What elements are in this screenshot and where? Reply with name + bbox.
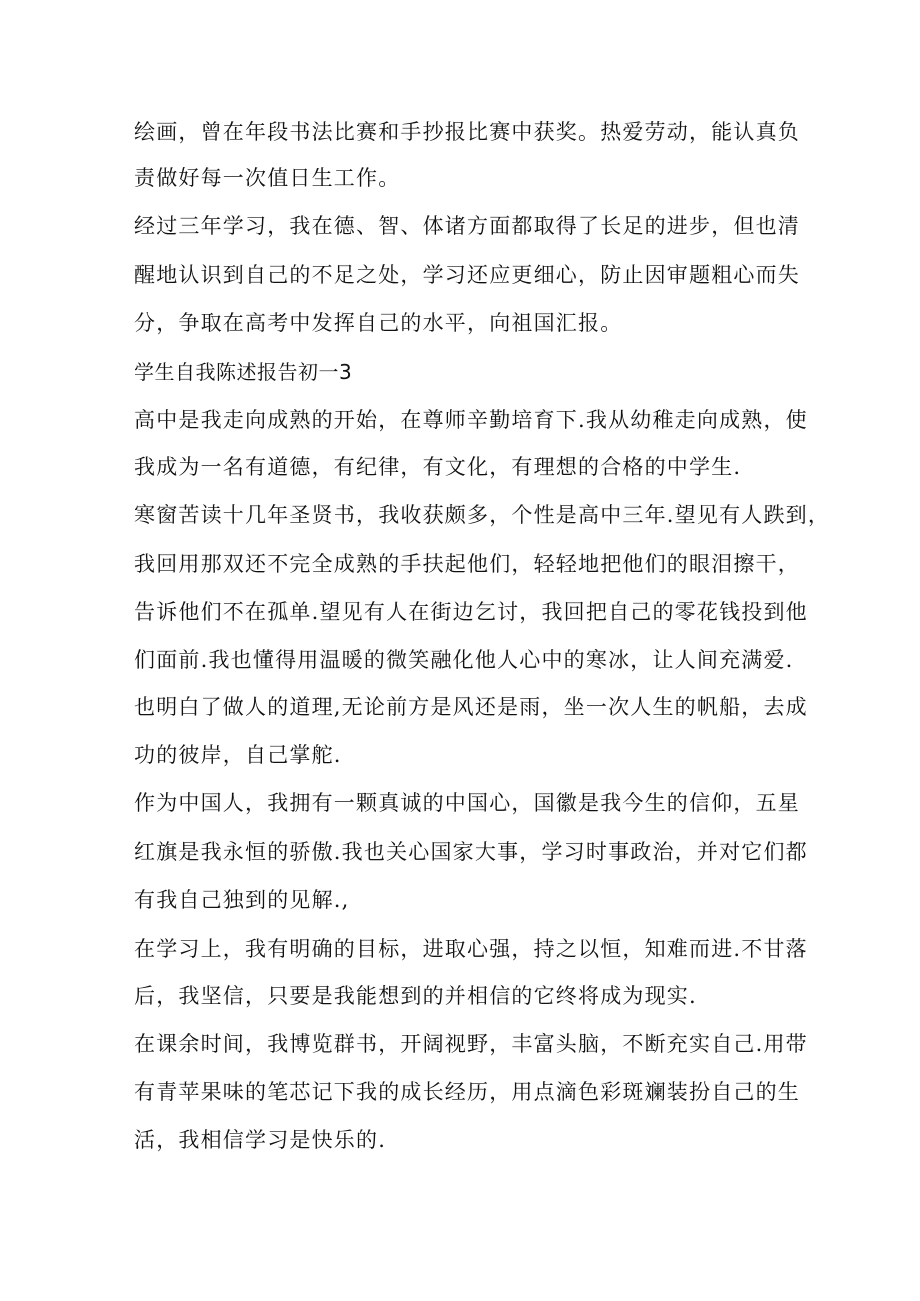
text-line: 责做好每一次值日生工作。	[134, 166, 401, 190]
text-line: 寒窗苦读十几年圣贤书，我收获颇多，个性是高中三年.望见有人跌到，	[134, 503, 831, 527]
text-line: 醒地认识到自己的不足之处，学习还应更细心，防止因审题粗心而失	[134, 263, 800, 287]
text-line: 作为中国人，我拥有一颗真诚的中国心，国徽是我今生的信仰，五星	[134, 791, 800, 815]
text-line: 活，我相信学习是快乐的.	[134, 1128, 387, 1152]
text-line: 在学习上，我有明确的目标，进取心强，持之以恒，知难而进.不甘落	[134, 937, 808, 961]
text-line: 在课余时间，我博览群书，开阔视野，丰富头脑，不断充实自己.用带	[134, 1032, 808, 1056]
text-line: 告诉他们不在孤单.望见有人在街边乞讨，我回把自己的零花钱投到他	[134, 600, 808, 624]
text-line: 红旗是我永恒的骄傲.我也关心国家大事，学习时事政治，并对它们都	[134, 840, 808, 864]
text-line: 们面前.我也懂得用温暖的微笑融化他人心中的寒冰，让人间充满爱.	[134, 648, 794, 672]
text-line: 我成为一名有道德，有纪律，有文化，有理想的合格的中学生.	[134, 455, 742, 479]
text-line: 高中是我走向成熟的开始，在尊师辛勤培育下.我从幼稚走向成熟，使	[134, 408, 808, 432]
text-line: 经过三年学习，我在德、智、体诸方面都取得了长足的进步，但也清	[134, 214, 800, 238]
text-line: 后，我坚信，只要是我能想到的并相信的它终将成为现实.	[134, 984, 697, 1008]
text-line: 绘画，曾在年段书法比赛和手抄报比赛中获奖。热爱劳动，能认真负	[134, 120, 800, 144]
section-heading: 学生自我陈述报告初一3	[134, 360, 353, 384]
text-line: 功的彼岸，自己掌舵.	[134, 743, 342, 767]
text-line: 有我自己独到的见解.,	[134, 888, 350, 912]
text-line: 也明白了做人的道理,无论前方是风还是雨，坐一次人生的帆船，去成	[134, 695, 808, 719]
text-line: 我回用那双还不完全成熟的手扶起他们，轻轻地把他们的眼泪擦干，	[134, 552, 800, 576]
text-line: 有青苹果味的笔芯记下我的成长经历，用点滴色彩斑斓装扮自己的生	[134, 1080, 800, 1104]
text-line: 分，争取在高考中发挥自己的水平，向祖国汇报。	[134, 311, 623, 335]
